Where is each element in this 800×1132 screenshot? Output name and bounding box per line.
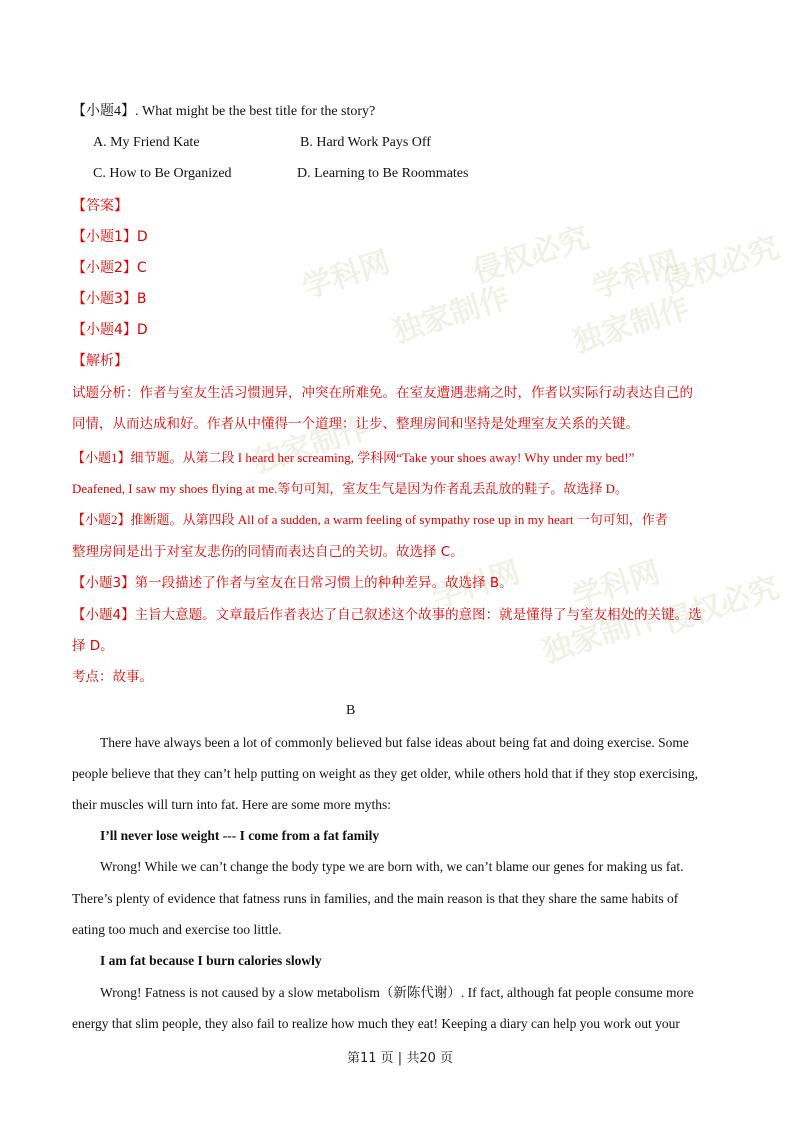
watermark: 侵权必究: [658, 230, 784, 301]
passage-line: There’s plenty of evidence that fatness runs in families, and the main reason is that they share the same habits of: [72, 891, 679, 906]
passage-line: people believe that they can’t help putting on weight as they get older, while others hold that if they stop exercising,: [72, 766, 699, 781]
analysis-line: 试题分析：作者与室友生活习惯迥异，冲突在所难免。在室友遭遇悲痛之时，作者以实际行动表达自己的: [72, 385, 693, 401]
option-d: D. Learning to Be Roommates: [297, 166, 469, 181]
option-c: C. How to Be Organized: [93, 166, 232, 181]
watermark: 独家制作: [568, 290, 694, 361]
section-label: B: [346, 703, 356, 718]
watermark: 侵权必究: [658, 570, 784, 641]
analysis-line: 同情，从而达成和好。作者从中懂得一个道理：让步、整理房间和坚持是处理室友关系的关键。: [72, 416, 639, 432]
watermark: 学科网: [587, 244, 685, 306]
answer-2: 【小题2】C: [72, 260, 147, 276]
watermark: 学科网: [427, 554, 525, 616]
watermark: 独家制作: [388, 280, 514, 351]
watermark: 独家制作: [248, 410, 374, 481]
myth-heading: I’ll never lose weight --- I come from a fat family: [100, 828, 380, 843]
analysis-line: Deafened, I saw my shoes flying at me.等句可知，室友生气是因为作者乱丢乱放的鞋子。故选择 D。: [72, 481, 629, 496]
analysis-line: 【小题3】第一段描述了作者与室友在日常习惯上的种种差异。故选择 B。: [72, 575, 513, 591]
passage-line: There have always been a lot of commonly believed but false ideas about being fat and doing exercise. Some: [100, 735, 689, 750]
analysis-line: 【小题2】推断题。从第四段 All of a sudden, a warm feeling of sympathy rose up in my heart 一句可知，作者: [72, 512, 668, 527]
page-footer: 第11 页 | 共20 页: [347, 1051, 453, 1066]
question-stem: 【小题4】. What might be the best title for the story?: [72, 104, 376, 119]
analysis-line: 整理房间是出于对室友悲伤的同情而表达自己的关切。故选择 C。: [72, 544, 464, 560]
answer-heading: 【答案】: [72, 198, 128, 214]
watermark: 学科网: [297, 244, 395, 306]
analysis-line: 【小题1】细节题。从第二段 I heard her screaming, 学科网“Take your shoes away! Why under my bed!”: [72, 450, 635, 465]
analysis-line: 择 D。: [72, 638, 114, 654]
kaodian: 考点：故事。: [72, 669, 153, 685]
watermark: 侵权必究: [468, 220, 594, 291]
answer-1: 【小题1】D: [72, 229, 148, 245]
myth-heading: I am fat because I burn calories slowly: [100, 953, 322, 968]
watermark: 学科网: [567, 554, 665, 616]
answer-4: 【小题4】D: [72, 322, 148, 338]
answer-3: 【小题3】B: [72, 291, 147, 307]
option-b: B. Hard Work Pays Off: [300, 135, 431, 150]
passage-line: Wrong! While we can’t change the body type we are born with, we can’t blame our genes for making us fat.: [100, 859, 684, 874]
passage-line: energy that slim people, they also fail to realize how much they eat! Keeping a diary can help you work out your: [72, 1016, 680, 1031]
analysis-line: 【小题4】主旨大意题。文章最后作者表达了自己叙述这个故事的意图：就是懂得了与室友相处的关键。选: [72, 607, 702, 623]
option-a: A. My Friend Kate: [93, 135, 200, 150]
passage-line: Wrong! Fatness is not caused by a slow metabolism（新陈代谢）. If fact, although fat people consume more: [100, 985, 694, 1000]
analysis-heading: 【解析】: [72, 353, 128, 369]
watermark: 独家制作: [538, 600, 664, 671]
passage-line: their muscles will turn into fat. Here are some more myths:: [72, 797, 392, 812]
passage-line: eating too much and exercise too little.: [72, 922, 282, 937]
